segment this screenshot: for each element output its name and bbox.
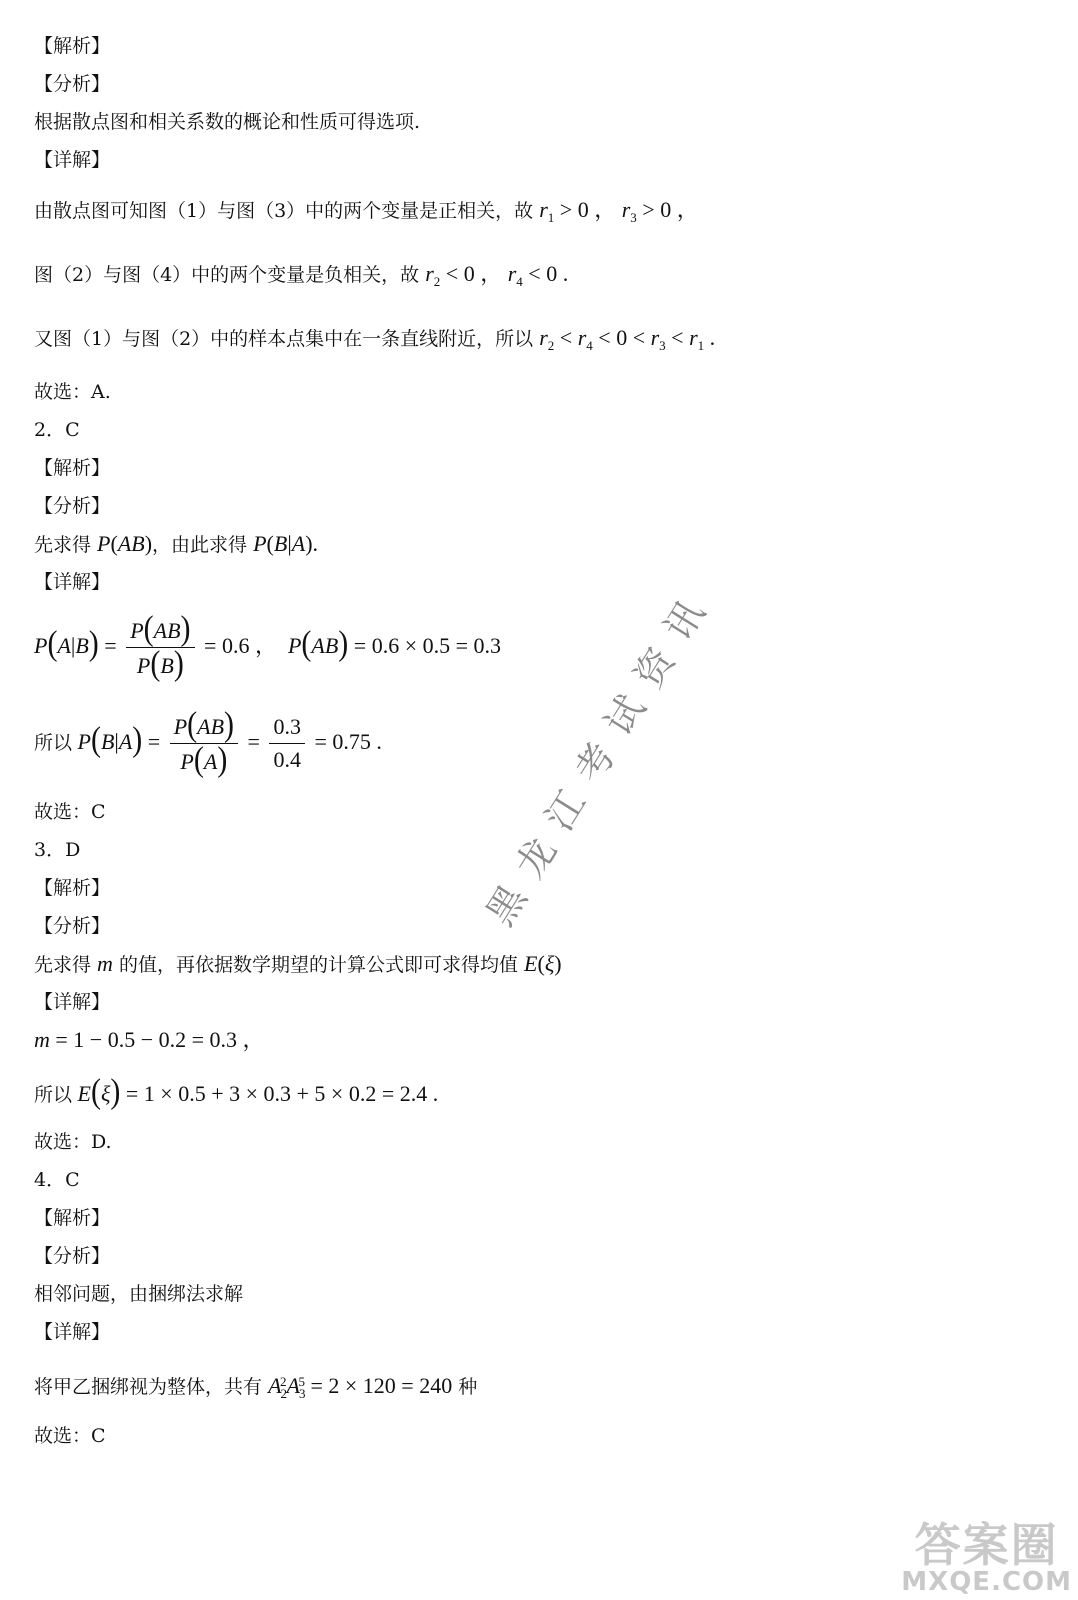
q2-analysis-text: ，由此求得 [152,534,254,556]
heading-xiangjie: 【详解】 [34,1321,111,1343]
heading-xiangjie: 【详解】 [34,571,111,593]
q4-number-answer: 4．C [34,1169,80,1191]
heading-xiangjie: 【详解】 [34,991,111,1013]
q1-detail-text: 又图（1）与图（2）中的样本点集中在一条直线附近，所以 [34,328,534,350]
q1-detail-line-2 [34,262,568,294]
q3-formula-expectation: E(ξ) [524,951,562,976]
site-logo [901,1518,1072,1597]
q3-analysis-text: 先求得 [34,954,98,976]
q3-number-answer: 3．D [34,839,81,861]
q4-detail-text: 将甲乙捆绑视为整体，共有 [34,1376,263,1398]
q3-analysis-text: 的值，再依据数学期望的计算公式即可求得均值 [112,954,525,976]
q2-formula-pab: P(AB) [97,531,153,556]
heading-xiangjie: 【详解】 [34,149,111,171]
q2-formula-conditional: P(A|B) = $\frac{P(AB)}{P(B)}$ = 0.6 ， P(AB) = 0.6 × 0.5 = 0.3 [34,609,502,683]
heading-fenxi: 【分析】 [34,73,111,95]
heading-fenxi: 【分析】 [34,915,111,937]
q4-detail-line [34,1370,477,1406]
logo-text: 答案圈 [914,1518,1059,1572]
q3-formula-m: m [97,951,113,976]
q2-number-answer: 2．C [34,419,80,441]
q1-formula-positive: $r_1 > 0$ ， $r_3 > 0$ ， [539,197,699,225]
q1-detail-line-3 [34,326,715,358]
heading-jiexi: 【解析】 [34,877,111,899]
q2-formula-pba: P(B|A). [253,531,319,556]
q1-analysis-text: 根据散点图和相关系数的概论和性质可得选项. [34,111,421,133]
logo-domain: MXQE.COM [901,1567,1072,1597]
heading-jiexi: 【解析】 [34,457,111,479]
watermark: 黑龙江考试资讯 [477,577,723,934]
q2-analysis-line [34,532,318,557]
q1-answer: 故选：A. [34,381,111,403]
q3-analysis-line [34,952,562,977]
q2-answer: 故选：C [34,801,106,823]
q4-analysis-text: 相邻问题，由捆绑法求解 [34,1283,244,1305]
q1-detail-line-1 [34,198,699,230]
q4-detail-tail: 种 [458,1376,478,1398]
q1-detail-text: 图（2）与图（4）中的两个变量是负相关，故 [34,264,420,286]
q2-suoyi-text: 所以 [34,732,73,754]
q3-formula-expectation-value: 所以 E(ξ) = 1 × 0.5 + 3 × 0.3 + 5 × 0.2 = 2.4 . [34,1072,439,1111]
q4-answer: 故选：C [34,1425,106,1447]
q1-formula-negative: $r_2 < 0$ ， $r_4 < 0$ . [425,261,569,289]
q4-formula-arrangement: $A_2^2A_3^5 = 2 \times 120 = 240$ [268,1373,453,1401]
q1-detail-text: 由散点图可知图（1）与图（3）中的两个变量是正相关，故 [34,200,534,222]
q3-answer: 故选：D. [34,1131,112,1153]
heading-fenxi: 【分析】 [34,1245,111,1267]
q3-suoyi-text: 所以 [34,1084,73,1106]
heading-jiexi: 【解析】 [34,35,111,57]
heading-jiexi: 【解析】 [34,1207,111,1229]
heading-fenxi: 【分析】 [34,495,111,517]
q2-analysis-text: 先求得 [34,534,98,556]
q2-formula-result: 所以 P(B|A) = $\frac{P(AB)}{P(A)}$ = $\frac{0.3}{0.4}$ = 0.75 . [34,705,382,779]
q1-formula-order: $r_2 < r_4 < 0 < r_3 < r_1$ . [539,325,716,353]
q3-formula-m-value: m = 1 − 0.5 − 0.2 = 0.3 ， [34,1027,265,1052]
